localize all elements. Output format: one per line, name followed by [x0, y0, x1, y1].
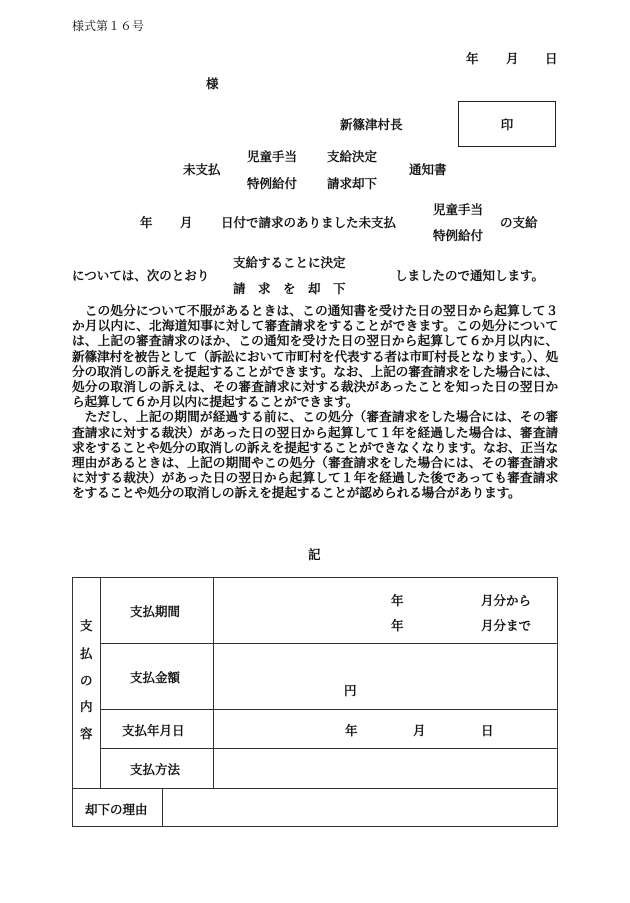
- pay-date-year: 年: [345, 723, 358, 738]
- grid-line: [213, 578, 214, 788]
- decision-suffix: しましたので通知します。: [395, 268, 545, 283]
- grid-line: [100, 748, 557, 749]
- rejection-label: 却下の理由: [85, 802, 148, 817]
- grid-line: [100, 578, 101, 788]
- payment-details-table: [72, 577, 558, 827]
- decision-prefix: については、次のとおり: [72, 268, 210, 283]
- request-year-label: 年: [140, 215, 153, 230]
- title-action-top: 支給決定: [327, 149, 378, 164]
- sender-name: 新篠津村長: [340, 117, 403, 132]
- seal-label: 印: [500, 117, 514, 132]
- appeal-notice-paragraph: ただし、上記の期間が経過する前に、この処分（審査請求をした場合には、その審査請求に対する裁決）があった日の翌日から起算して１年を経過した場合は、審査請求をすることや処分の取消しの訴えを提起することができなくなります。なお、正当な理由があるときは、上記の期間やこの処分（審査請求をした場合には、その審査請求に対する裁決）があった日の翌日から起算して１年を経過した後であっても審査請求をすることや処分の取消しの訴えを提起することが認められる場合があります。: [72, 409, 558, 501]
- title-prefix: 未支払: [183, 162, 221, 177]
- grid-line: [100, 709, 557, 710]
- appeal-notice: [72, 303, 558, 501]
- grid-line: [73, 788, 557, 789]
- period-to-month: 月分まで: [481, 618, 532, 633]
- pay-date-label: 支払年月日: [122, 723, 185, 738]
- amount-label: 支払金額: [130, 670, 181, 685]
- grid-line: [162, 788, 163, 827]
- request-benefit-top: 児童手当: [433, 202, 484, 217]
- group-label-char: 支: [80, 618, 93, 633]
- title-benefit-top: 児童手当: [247, 149, 298, 164]
- decision-option-bottom: 請 求 を 却 下: [233, 281, 346, 296]
- grid-line: [100, 643, 557, 644]
- title-action-bottom: 請求却下: [327, 176, 378, 191]
- addressee-suffix: 様: [206, 76, 219, 91]
- period-from-month: 月分から: [481, 593, 532, 608]
- period-to-year: 年: [391, 618, 404, 633]
- pay-date-month: 月: [413, 723, 426, 738]
- request-text: 日付で請求のありました未支払: [221, 215, 397, 230]
- date-year-label: 年: [466, 51, 479, 66]
- title-suffix: 通知書: [409, 162, 447, 177]
- request-month-label: 月: [180, 215, 193, 230]
- title-benefit-bottom: 特例給付: [247, 176, 298, 191]
- ki-heading: 記: [308, 547, 321, 562]
- seal-box: [458, 101, 556, 147]
- pay-date-day: 日: [481, 723, 494, 738]
- amount-unit: 円: [344, 683, 357, 698]
- period-from-year: 年: [391, 593, 404, 608]
- request-benefit-bottom: 特例給付: [433, 228, 484, 243]
- form-number: 様式第１６号: [72, 19, 145, 33]
- group-label-char: 内: [80, 699, 93, 714]
- date-month-label: 月: [506, 51, 519, 66]
- date-day-label: 日: [545, 51, 558, 66]
- appeal-notice-paragraph: この処分について不服があるときは、この通知書を受けた日の翌日から起算して３か月以内に、北海道知事に対して審査請求をすることができます。この処分については、上記の審査請求のほか、この通知を受けた日の翌日から起算して６か月以内に、新篠津村を被告として（訴訟において市町村を代表する者は市町村長となります。）、処分の取消しの訴えを提起することができます。なお、上記の審査請求をした場合には、処分の取消しの訴えは、その審査請求に対する裁決があったことを知った日の翌日から起算して６か月以内に提起することができます。: [72, 303, 558, 410]
- decision-option-top: 支給することに決定: [233, 255, 346, 270]
- group-label-char: 容: [80, 726, 93, 741]
- period-label: 支払期間: [130, 604, 181, 619]
- method-label: 支払方法: [130, 762, 181, 777]
- group-label-char: 払: [80, 646, 93, 661]
- group-label-char: の: [80, 673, 93, 688]
- request-suffix: の支給: [500, 215, 538, 230]
